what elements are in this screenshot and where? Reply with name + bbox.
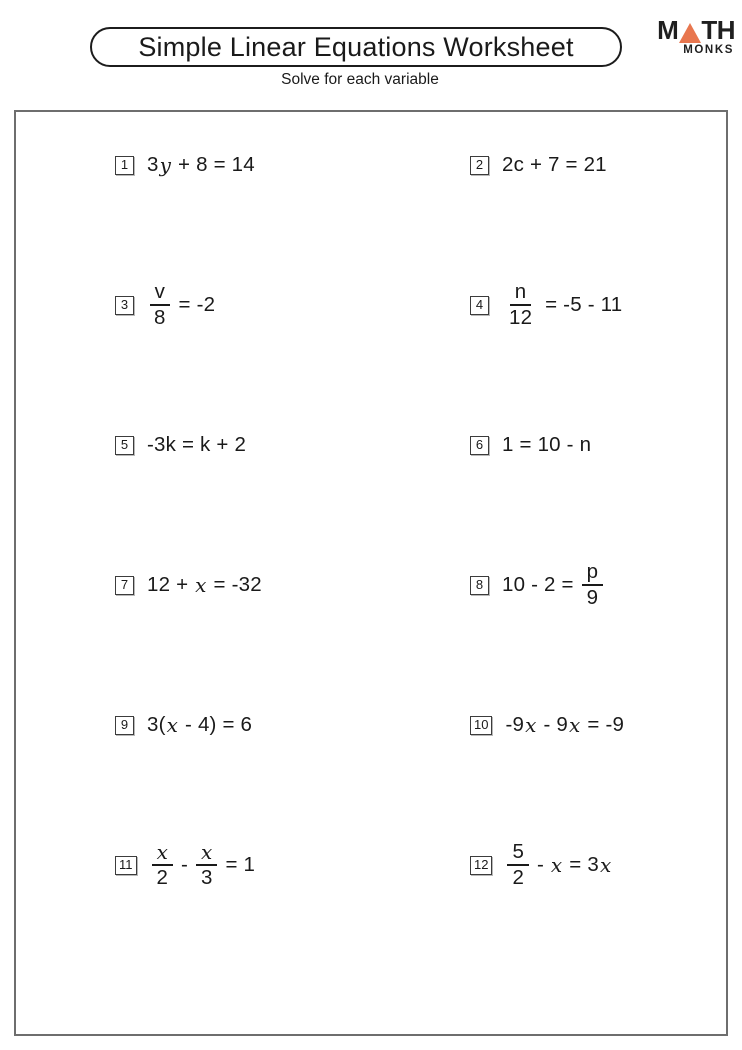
problem-number: 4: [470, 296, 489, 315]
equation-variable: x: [569, 713, 581, 737]
fraction-numerator: n: [510, 281, 532, 306]
equation-text: -3k = k + 2: [147, 433, 247, 456]
fraction-denominator: 12: [509, 306, 533, 329]
equation-text: + 8 = 14: [172, 153, 255, 176]
problem: [16, 235, 371, 375]
problem: [371, 795, 726, 935]
problem-number: 3: [115, 296, 134, 315]
worksheet-frame: [14, 110, 728, 1036]
equation-text: = -9: [581, 713, 625, 736]
fraction: [196, 839, 218, 889]
fraction-numerator: 5: [507, 841, 529, 866]
problem: [16, 375, 371, 515]
problem: [371, 95, 726, 235]
math-monks-logo: [657, 17, 735, 56]
equation: [147, 713, 252, 737]
fraction: [152, 839, 174, 889]
equation-variable: x: [599, 853, 612, 877]
equation-variable: x: [525, 713, 537, 737]
fraction-denominator: 3: [200, 865, 213, 889]
logo-monks-text: MONKS: [683, 44, 734, 56]
logo-wordmark: [657, 17, 735, 43]
problem: [16, 795, 371, 935]
equation-text: 12 +: [147, 573, 195, 596]
fraction-denominator: 2: [512, 866, 525, 889]
equation: [147, 281, 215, 328]
equation-text: - 4) = 6: [179, 713, 253, 736]
worksheet-subtitle: Solve for each variable: [281, 71, 439, 88]
equation-text: 3: [147, 153, 159, 176]
equation-variable: x: [166, 713, 179, 737]
equation-text: 3(: [147, 713, 166, 736]
fraction-numerator: p: [582, 561, 604, 586]
problem-number: 5: [115, 436, 134, 455]
fraction: [149, 281, 171, 328]
equation: [502, 281, 622, 328]
problem-number: 12: [470, 856, 492, 875]
equation: [502, 561, 605, 608]
equation: [502, 433, 591, 457]
problem-number: 2: [470, 156, 489, 175]
problem: [16, 655, 371, 795]
fraction-denominator: 2: [156, 865, 169, 889]
problem-number: 8: [470, 576, 489, 595]
equation: [505, 841, 612, 888]
problem-number: 9: [115, 716, 134, 735]
equation-text: 1 = 10 - n: [502, 433, 592, 456]
problem: [371, 655, 726, 795]
equation: [150, 839, 256, 889]
equation-variable: x: [195, 573, 207, 597]
equation-text: 10 - 2 =: [502, 573, 580, 596]
problems-grid: [16, 95, 726, 935]
equation-text: = 3: [563, 853, 599, 876]
fraction: [582, 561, 604, 608]
title-pill: [90, 27, 622, 67]
equation-text: = -2: [172, 293, 216, 316]
logo-letter-m: M: [657, 15, 679, 45]
equation: [505, 713, 624, 737]
page-title: Simple Linear Equations Worksheet: [138, 31, 574, 62]
problem-number: 11: [115, 856, 137, 875]
equation-text: - 9: [537, 713, 569, 736]
problem-number: 10: [470, 716, 492, 735]
fraction: [507, 841, 529, 888]
problem: [371, 375, 726, 515]
fraction-denominator: 9: [586, 586, 599, 609]
equation-text: -: [175, 852, 194, 876]
problem-number: 6: [470, 436, 489, 455]
fraction: [504, 281, 537, 328]
equation-text: = 1: [219, 852, 256, 876]
problem: [16, 95, 371, 235]
equation: [502, 153, 607, 177]
equation-text: = -5 - 11: [539, 293, 623, 316]
problem: [16, 515, 371, 655]
equation: [147, 153, 255, 177]
fraction-numerator: x: [196, 842, 217, 866]
fraction-numerator: x: [152, 842, 173, 866]
equation-text: 2c + 7 = 21: [502, 153, 607, 176]
fraction-numerator: v: [150, 281, 170, 306]
equation-text: -: [531, 853, 550, 876]
problem: [371, 515, 726, 655]
equation: [147, 573, 262, 597]
triangle-icon: [679, 23, 701, 43]
equation: [147, 433, 246, 457]
problem-number: 7: [115, 576, 134, 595]
problem: [371, 235, 726, 375]
equation-variable: y: [159, 153, 172, 177]
logo-letters-th: TH: [701, 15, 735, 45]
problem-number: 1: [115, 156, 134, 175]
equation-text: -9: [505, 713, 525, 736]
equation-text: = -32: [207, 573, 262, 596]
fraction-denominator: 8: [154, 306, 166, 329]
equation-variable: x: [550, 853, 563, 877]
